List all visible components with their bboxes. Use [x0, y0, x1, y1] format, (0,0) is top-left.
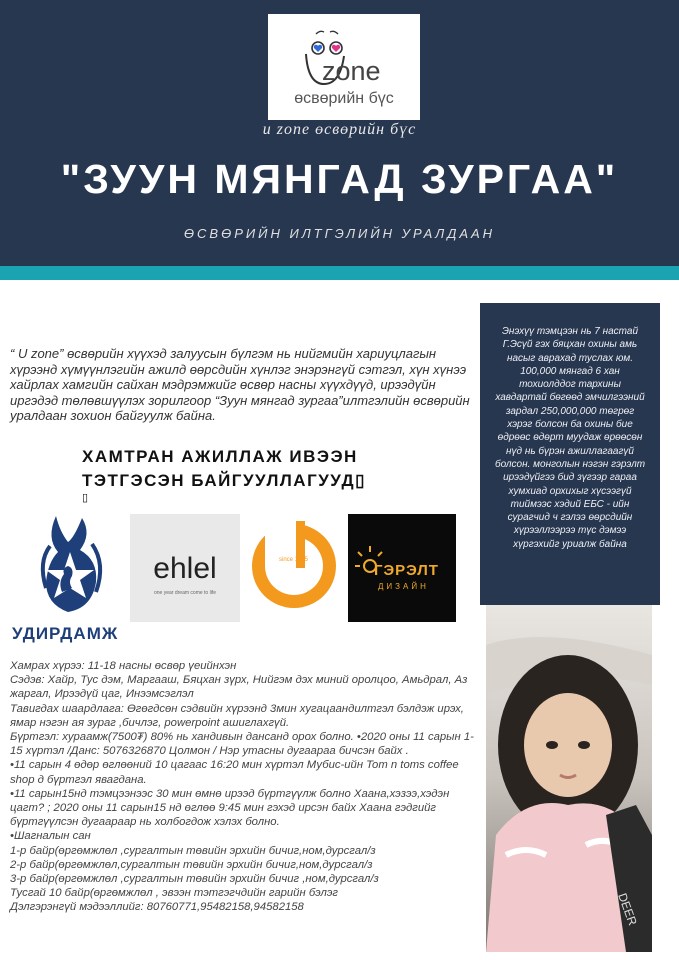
ehlel-slogan: one year dream come to life — [154, 590, 216, 596]
page-subtitle: ӨСВӨРИЙН ИЛТГЭЛИЙН УРАЛДААН — [183, 226, 496, 241]
partner-logo-gerelt — [348, 514, 456, 622]
logo-zone-text: zone — [322, 56, 381, 86]
tagline: u zone өсвөрийн бүс — [262, 121, 417, 138]
heading-box-glyph: ▯ — [82, 492, 89, 504]
udirdamj-label: УДИРДАМЖ — [12, 624, 119, 643]
photo-text: DEER — [615, 891, 640, 928]
detail-line: Бүртгэл: хураамж(7500₮) 80% нь хандивын дансанд орох болно. •2020 оны 11 сарын 1-15 хүртэл /Данс: 5076326870 Цолмон / Нэр утасны дугаараа бичсэн байх . — [10, 731, 474, 758]
partner-logo-udirdamj — [16, 512, 124, 642]
accent-band — [0, 266, 679, 280]
uzone-logo — [268, 14, 420, 120]
detail-line: Тусгай 10 байр(өргөмжлөл , эвээн тэтгэгчдийн гарийн бэлэг — [10, 887, 338, 900]
detail-line: Тавигдах шаардлага: Өгөгдсөн сэдвийн хүрээнд 3мин хугацаандилтгэл бэлдэж ирэх, ямар нэгэн ая зураг ,бичлэг, powerpoint ашиглахгүй. — [10, 702, 464, 729]
gerelt-sub: ДИЗАЙН — [378, 582, 429, 591]
intro-paragraph: “ U zone” өсвөрийн хүүхэд залуусын бүлгэм нь нийгмийн хариуцлагын хүрээнд хүмүүнлэгийн ажилд өөрсдийн хүнлэг энэрэнгүй сэтгэл, хүн хүнээ хайрлах хамгийн сайхан мэдрэмжийг өсвөр насны хүүхдүүд, ирээдүйн иргэдэд төлөвшүүлэх зорилгоор “Зуун мянгад зургаа”илтгэлийн өсвөрийн уралдаан зохион байгуулж байна. — [10, 346, 470, 424]
since-text: since 1995 — [279, 557, 309, 563]
partner-logo-since1995 — [249, 521, 339, 611]
child-photo — [486, 605, 652, 952]
orange-circle-logo-icon — [249, 521, 339, 611]
details-block — [10, 659, 480, 915]
ehlel-brand: ehlel — [153, 552, 217, 585]
partners-heading — [82, 445, 412, 493]
detail-line: Сэдэв: Хайр, Тус дэм, Маргааш, Бяцхан зүрх, Нийгэм дэх миний оролцоо, Амьдрал, Аз жаргал, Ирээдүй цаг, Инээмсэглэл — [10, 674, 468, 701]
detail-line: Дэлгэрэнгүй мэдээллийг: 80760771,95482158,94582158 — [10, 901, 304, 914]
detail-line: •11 сарын 4 өдөр өглөөний 10 цагаас 16:20 мин хүртэл Мубис-ийн Tom n toms coffee shop д бүртгэл явагдана. — [10, 759, 459, 786]
side-panel-text: Энэхүү тэмцээн нь 7 настай Г.Эсүй гэх бяцхан охины амь насыг аврахад туслах юм. 100,000 мянгад 6 хан тохиолддог тархины хавдартай бөгөөд эмчилгээний зардал 250,000,000 төгрөг хэрэг болсон ба охины бие өдрөөс өдөрт муудаж өрөөсөн нүд нь бүрэн ажиллагаагүй болсон. монголын нэгэн гэрэлт ирээдүйгээ бид зүгээр гараа хумхиад орхихыг хүсээгүй тиймээс хэдий ЕБС - ийн сурагчид ч гэлээ өөрсдийн хүрээллээрээ түс дэмээ хүргэхийг уриалж байна — [494, 326, 646, 550]
partners-heading-text: ХАМТРАН АЖИЛЛАЖ ИВЭЭН ТЭТГЭСЭН БАЙГУУЛЛАГУУД — [82, 447, 358, 490]
flame-star-icon — [16, 512, 124, 622]
page-title: "ЗУУН МЯНГАД ЗУРГАА" — [60, 156, 619, 202]
gerelt-name: ГЭРЭЛТ — [374, 562, 439, 579]
detail-line: •11 сарын15нд тэмцээнээс 30 мин өмнө ирээд бүртгүүлж болно Хаана,хэзээ,хэдэн цагт? ; 2020 оны 11 сарын15 нд өглөө 9:45 мин гэхэд ирсэн байх Хаана гэдгийг бүртгүүлсэн дугаараар нь холбогдож хэлэх болно. — [10, 787, 450, 829]
partner-logo-ehlel — [130, 514, 240, 622]
logo-subtext: өсвөрийн бүс — [294, 90, 394, 107]
side-panel — [480, 303, 660, 605]
detail-line: Хамрах хүрээ: 11-18 насны өсвөр үеийнхэн — [10, 660, 237, 672]
child-photo-image — [486, 605, 652, 952]
detail-line: 1-р байр(өргөмжлөл ,сургалтын төвийн эрхийн бичиг,ном,дурсгал/з — [10, 844, 376, 857]
heading-glyph: ▯ — [355, 471, 366, 490]
detail-line: 2-р байр(өргөмжлөл,сургалтын төвийн эрхийн бичиг,ном,дурсгал/з — [10, 858, 373, 871]
detail-line: •Шагналын сан — [10, 830, 91, 843]
detail-line: 3-р байр(өргөмжлөл ,сургалтын төвийн эрхийн бичиг ,ном,дурсгал/з — [10, 873, 379, 886]
